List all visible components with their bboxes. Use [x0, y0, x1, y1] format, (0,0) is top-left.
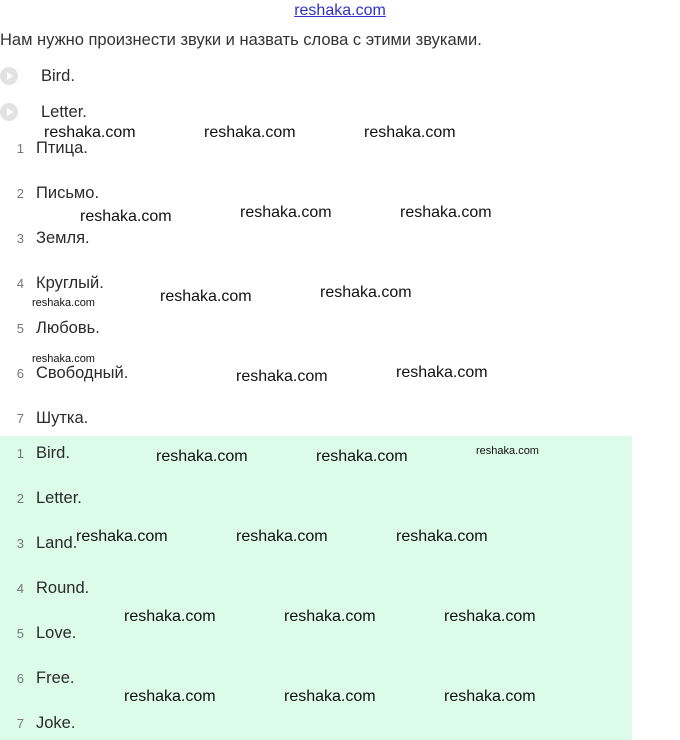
item-number: 4: [16, 275, 24, 291]
item-word: Любовь.: [36, 318, 100, 337]
answer-item: [0, 623, 76, 643]
item-number: 5: [16, 625, 24, 641]
audio-word-row: [0, 66, 75, 86]
item-number: 6: [16, 670, 24, 686]
answer-panel: [0, 436, 632, 740]
item-word: Птица.: [36, 138, 88, 157]
watermark: reshaka.com: [444, 688, 536, 705]
item-number: 7: [16, 715, 24, 731]
item-number: 4: [16, 580, 24, 596]
list-item: [0, 273, 104, 293]
play-icon[interactable]: [0, 103, 18, 121]
audio-word-row: [0, 102, 87, 122]
item-word: Love.: [36, 623, 77, 642]
answer-item: [0, 488, 82, 508]
item-word: Письмо.: [36, 183, 100, 202]
item-number: 2: [16, 185, 24, 201]
audio-word: Bird.: [41, 66, 75, 85]
item-number: 5: [16, 320, 24, 336]
item-number: 6: [16, 365, 24, 381]
list-item: [0, 318, 100, 338]
item-word: Round.: [36, 578, 90, 597]
site-link[interactable]: reshaka.com: [294, 2, 386, 19]
watermark: reshaka.com: [236, 528, 328, 545]
watermark: reshaka.com: [284, 688, 376, 705]
item-number: 3: [16, 230, 24, 246]
audio-word: Letter.: [41, 102, 87, 121]
watermark: reshaka.com: [204, 124, 296, 141]
watermark: reshaka.com: [124, 688, 216, 705]
watermark: reshaka.com: [236, 368, 328, 385]
watermark: reshaka.com: [284, 608, 376, 625]
list-item: [0, 183, 99, 203]
item-word: Joke.: [36, 713, 76, 732]
instruction-text: Нам нужно произнести звуки и назвать слова с этими звуками.: [0, 31, 482, 49]
play-icon[interactable]: [0, 67, 18, 85]
watermark: reshaka.com: [156, 448, 248, 465]
item-number: 1: [16, 140, 24, 156]
item-word: Letter.: [36, 488, 82, 507]
item-word: Bird.: [36, 443, 70, 462]
item-word: Круглый.: [36, 273, 104, 292]
watermark: reshaka.com: [240, 204, 332, 221]
watermark: reshaka.com: [476, 445, 539, 457]
watermark: reshaka.com: [364, 124, 456, 141]
item-word: Свободный.: [36, 363, 129, 382]
watermark: reshaka.com: [444, 608, 536, 625]
list-item: [0, 138, 88, 158]
item-number: 3: [16, 535, 24, 551]
answer-item: [0, 713, 75, 733]
item-word: Земля.: [36, 228, 90, 247]
watermark: reshaka.com: [80, 208, 172, 225]
watermark: reshaka.com: [396, 364, 488, 381]
list-item: [0, 228, 90, 248]
watermark: reshaka.com: [32, 353, 95, 365]
list-item: [0, 408, 88, 428]
item-word: Шутка.: [36, 408, 89, 427]
item-number: 2: [16, 490, 24, 506]
answer-item: [0, 668, 75, 688]
list-item: [0, 363, 128, 383]
watermark: reshaka.com: [44, 124, 136, 141]
answer-item: [0, 533, 77, 553]
watermark: reshaka.com: [32, 297, 95, 309]
answer-item: [0, 578, 89, 598]
watermark: reshaka.com: [124, 608, 216, 625]
watermark: reshaka.com: [160, 288, 252, 305]
item-number: 7: [16, 410, 24, 426]
watermark: reshaka.com: [320, 284, 412, 301]
watermark: reshaka.com: [396, 528, 488, 545]
item-word: Free.: [36, 668, 75, 687]
watermark: reshaka.com: [316, 448, 408, 465]
item-word: Land.: [36, 533, 78, 552]
item-number: 1: [16, 445, 24, 461]
answer-item: [0, 443, 70, 463]
watermark: reshaka.com: [400, 204, 492, 221]
watermark: reshaka.com: [76, 528, 168, 545]
